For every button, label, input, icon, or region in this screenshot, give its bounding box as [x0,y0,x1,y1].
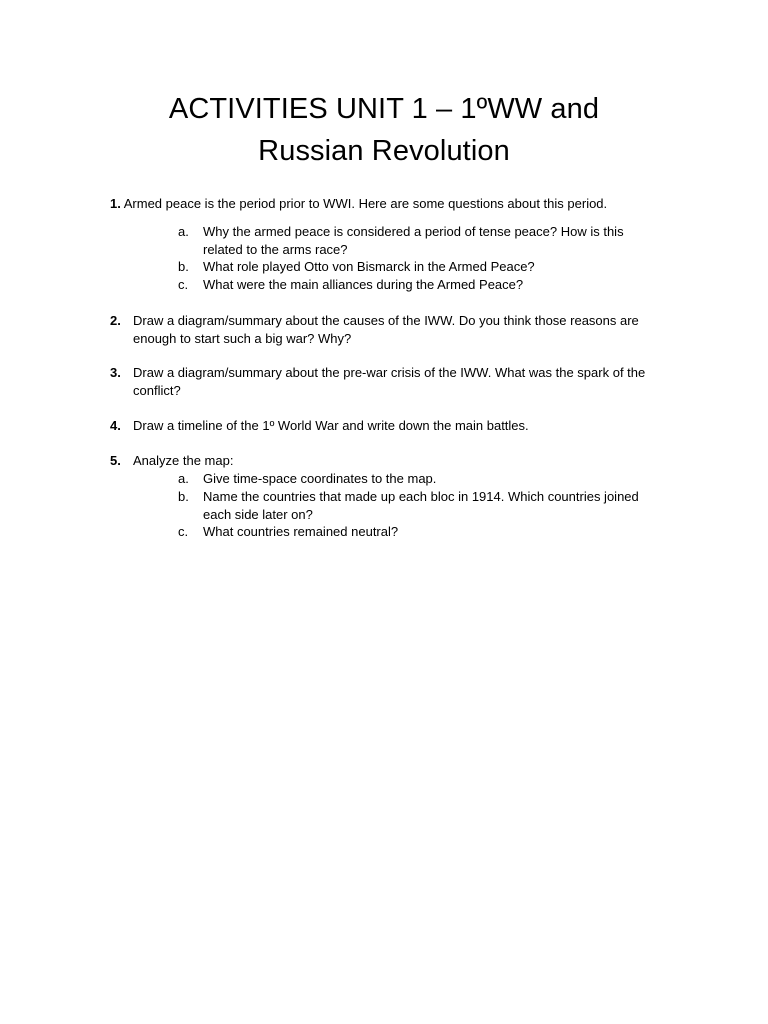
question-4 [110,417,670,435]
title-line-1: ACTIVITIES UNIT 1 – 1ºWW and [168,93,600,125]
question-text: Analyze the map: [133,453,234,468]
question-5-sub-c [178,523,658,541]
question-text: Draw a diagram/summary about the pre-war crisis of the IWW. What was the spark of the conflict? [133,365,646,398]
sub-letter: b. [178,489,189,504]
question-2 [110,312,670,347]
question-5 [110,452,670,470]
sub-text: Give time-space coordinates to the map. [203,471,437,486]
document-title [0,88,768,172]
sub-text: What countries remained neutral? [203,524,399,539]
sub-letter: c. [178,277,189,292]
question-text: Armed peace is the period prior to WWI. Here are some questions about this period. [123,196,608,211]
sub-letter: b. [178,259,189,274]
sub-text: What role played Otto von Bismarck in the Armed Peace? [203,259,535,274]
sub-letter: c. [178,524,189,539]
question-text: Draw a diagram/summary about the causes of the IWW. Do you think those reasons are enough to start such a big war? Why? [133,313,639,346]
question-1-sub-b [178,258,658,276]
sub-text: Why the armed peace is considered a period of tense peace? How is this related to the arms race? [203,224,624,257]
question-text: Draw a timeline of the 1º World War and write down the main battles. [133,418,529,433]
question-number: 3. [110,365,121,380]
question-5-sub-a [178,470,658,488]
question-1 [110,195,670,213]
question-number: 5. [110,453,121,468]
question-number: 2. [110,313,121,328]
sub-text: Name the countries that made up each bloc in 1914. Which countries joined each side later on? [203,489,639,522]
question-1-sub-a [178,223,658,258]
title-line-2: Russian Revolution [258,135,510,167]
question-1-sub-c [178,276,658,294]
question-number: 4. [110,418,121,433]
question-3 [110,364,670,399]
question-number: 1. [110,196,121,211]
sub-text: What were the main alliances during the Armed Peace? [203,277,524,292]
question-5-sub-b [178,488,658,523]
sub-letter: a. [178,471,189,486]
sub-letter: a. [178,224,189,239]
